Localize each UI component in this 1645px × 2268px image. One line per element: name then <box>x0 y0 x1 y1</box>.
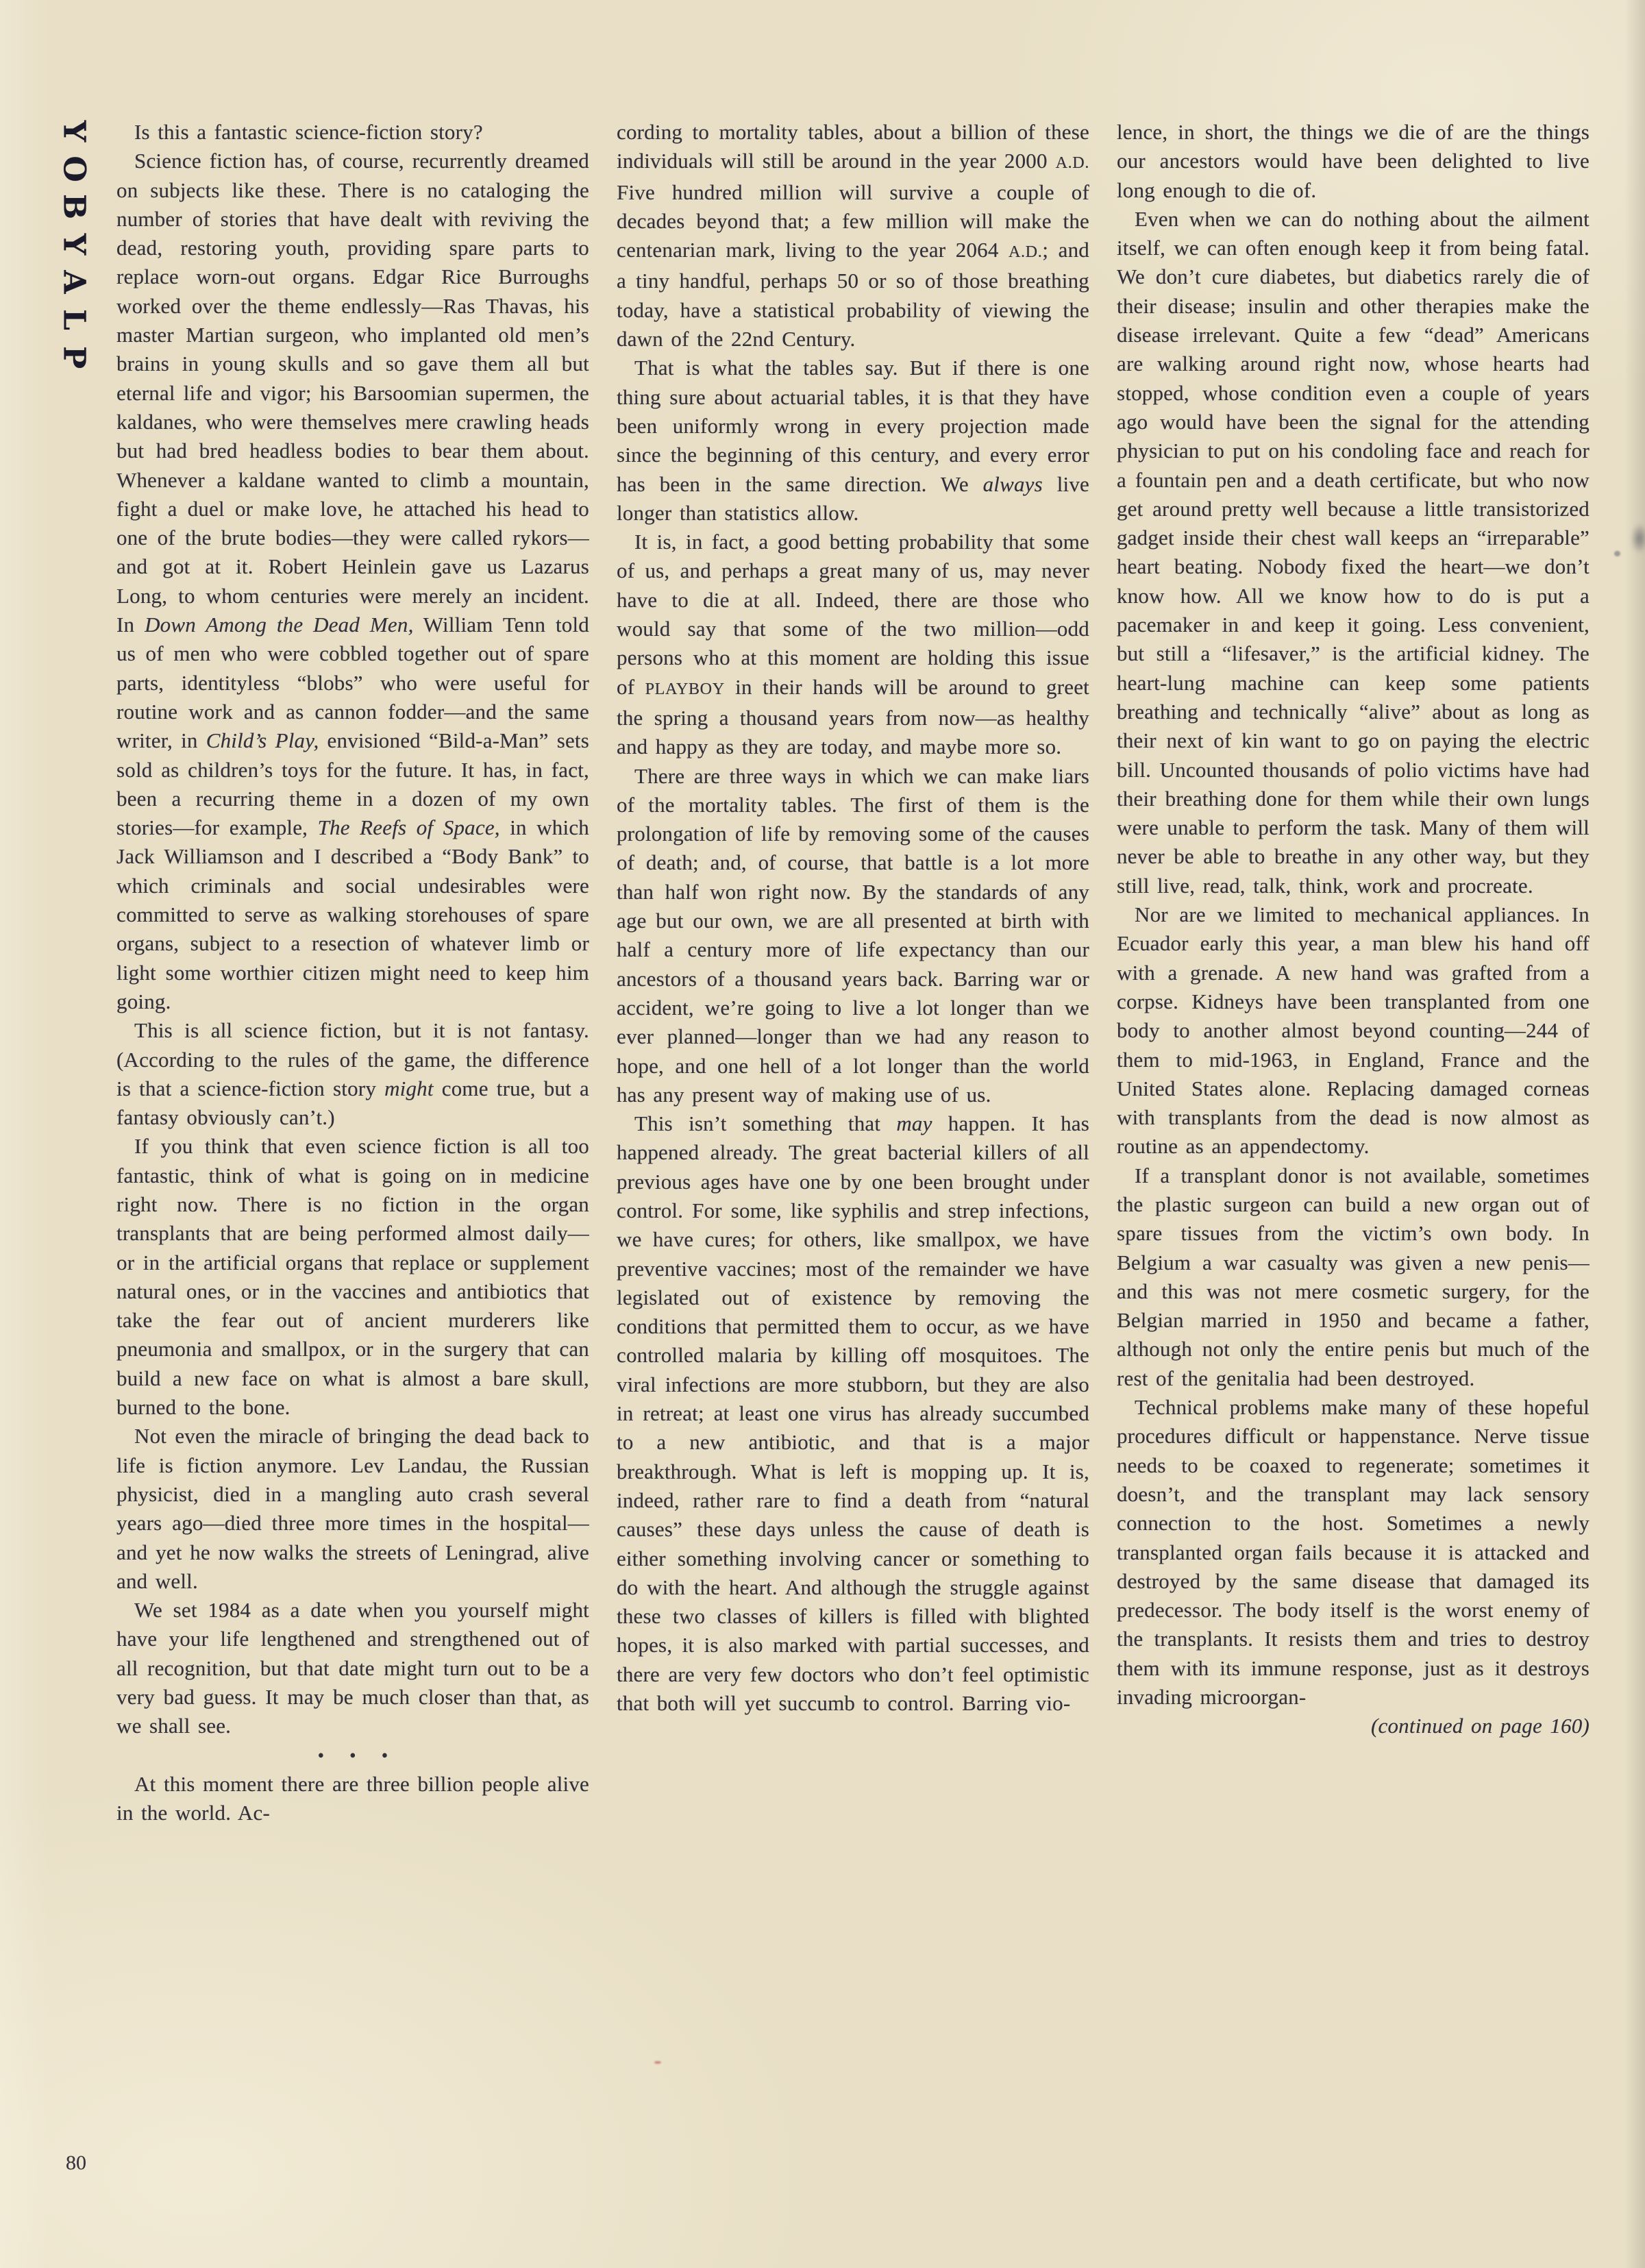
text-run: Technical problems make many of these hopeful procedures difficult or happenstance. Nerve tissue needs to be coaxed to regenerate; sometimes it doesn’t, and the transplant may lack sensory connection to the host. Sometimes a newly transplanted organ fails because it is attacked and destroyed by the same disease that damaged its predecessor. The body itself is the worst enemy of the transplants. It resists them and tries to destroy them with its immune response, just as it destroys invading microorgan- <box>1117 1395 1590 1710</box>
text-run: We set 1984 as a date when you yourself might have your life lengthened and strengthened out of all recognition, but that date might turn out to be a very bad guess. It may be much closer than that, as we shall see. <box>116 1598 589 1738</box>
text-run: ; and a tiny handful, perhaps 50 or so of those breathing today, have a statistical probability of viewing the dawn of the 22nd Century. <box>617 238 1089 352</box>
paragraph <box>1117 900 1590 1161</box>
text-run: Not even the miracle of bringing the dead back to life is fiction anymore. Lev Landau, the Russian physicist, died in a mangling auto crash several years ago—died three more times in the hospital—and yet he now walks the streets of Leningrad, alive and well. <box>116 1424 589 1593</box>
paragraph <box>617 762 1089 1110</box>
text-run: come true, but a fantasy obviously can’t.) <box>116 1076 589 1130</box>
masthead-letter: L <box>56 309 92 330</box>
text-run: A.D. <box>1008 243 1043 262</box>
text-run: Science fiction has, of course, recurrently dreamed on subjects like these. There is no cataloging the number of stories that have dealt with reviving the dead, restoring youth, providing spare parts to replace worn-out organs. Edgar Rice Burroughs worked over the theme endlessly—Ras Thavas, his master Martian surgeon, who implanted old men’s brains in young skulls and so gave them all but eternal life and vigor; his Barsoomian supermen, the kaldanes, who were themselves mere crawling heads but had bred headless bodies to bear them about. Whenever a kaldane wanted to climb a mountain, fight a duel or make love, he attached his head to one of the brute bodies—they were called rykors—and got at it. Robert Heinlein gave us Lazarus Long, to whom centuries were merely an incident. In <box>116 149 589 637</box>
text-run: (continued on page 160) <box>1371 1714 1590 1738</box>
paragraph <box>617 1109 1089 1718</box>
page-number: 80 <box>66 2152 86 2174</box>
text-run: Five hundred million will survive a couple of decades beyond that; a few million will make the centenarian mark, living to the year 2064 <box>617 180 1089 262</box>
paragraph <box>116 1016 589 1132</box>
page-edge-shadow <box>1624 0 1645 2268</box>
masthead-letter: Y <box>56 120 92 143</box>
text-run: This isn’t something that <box>634 1111 897 1136</box>
text-run: Down Among the Dead Men, <box>145 613 414 637</box>
paragraph <box>116 1596 589 1740</box>
masthead-letter: P <box>56 345 92 369</box>
text-run: Child’s Play, <box>206 728 319 753</box>
text-run: envisioned “Bild-a-Man” sets sold as children’s toys for the future. It has, in fact, been a recurring theme in a dozen of my own stories—for example, <box>116 728 590 840</box>
text-run: If you think that even science fiction is all too fantastic, think of what is going on in medicine right now. There is no fiction in the organ transplants that are being performed almost daily—or in the artificial organs that replace or supplement natural ones, or in the vaccines and antibiotics that take the fear out of ancient murderers like pneumonia and smallpox, or in the surgery that can build a new face on what is almost a bare skull, burned to the bone. <box>116 1134 589 1420</box>
text-run: William Tenn told us of men who were cobbled together out of spare parts, identityless “blobs” who were useful for routine work and as cannon fodder—and the same writer, in <box>116 613 589 753</box>
text-run: may <box>896 1111 932 1136</box>
text-run: cording to mortality tables, about a billion of these individuals will still be around in the year 2000 <box>617 120 1089 173</box>
playboy-masthead-vertical <box>55 112 93 376</box>
text-run: PLAYBOY <box>645 679 725 698</box>
text-run: At this moment there are three billion people alive in the world. Ac- <box>116 1771 589 1825</box>
paragraph <box>1117 118 1590 205</box>
paragraph <box>116 1770 589 1828</box>
article-column-2 <box>617 118 1089 1828</box>
paragraph <box>1117 1161 1590 1393</box>
paragraph <box>617 118 1089 354</box>
text-run: happen. It has happened already. The great bacterial killers of all previous ages have one by one been brought under control. For some, like syphilis and strep infections, we have cures; for others, like smallpox, we have preventive vaccines; most of the remainder we have legislated out of existence by removing the conditions that permitted them to occur, as we have controlled malaria by killing off mosquitoes. The viral infections are more stubborn, but they are also in retreat; at least one virus has already succumbed to a new antibiotic, and that is a major breakthrough. What is left is mopping up. It is, indeed, rather rare to find a death from “natural causes” these days unless the cause of death is either something involving cancer or something to do with the heart. And although the struggle against these two classes of killers is filled with blighted hopes, it is also marked with partial successes, and there are very few doctors who don’t feel optimistic that both will yet succumb to control. Barring vio- <box>617 1111 1089 1716</box>
paragraph <box>1117 1393 1590 1712</box>
text-run: lence, in short, the things we die of are the things our ancestors would have been delighted to live long enough to die of. <box>1117 120 1590 202</box>
text-run: in their hands will be around to greet the spring a thousand years from now—as healthy and happy as they are today, and maybe more so. <box>617 674 1089 759</box>
continued-note <box>1117 1712 1590 1740</box>
text-run: live longer than statistics allow. <box>617 471 1089 525</box>
text-run: might <box>384 1076 434 1100</box>
text-run: It is, in fact, a good betting probability that some of us, and perhaps a great many of us, may never have to die at all. Indeed, there are those who would say that some of the two million—odd persons who at this moment are holding this issue of <box>617 530 1089 699</box>
paragraph <box>116 118 589 147</box>
section-separator-dots: • • • <box>317 1745 388 1766</box>
paragraph <box>1117 205 1590 900</box>
paragraph <box>617 528 1089 761</box>
text-run: in which Jack Williamson and I described a “Body Bank” to which criminals and social undesirables were committed to serve as walking storehouses of spare organs, subject to a resection of whatever limb or light some worthier citizen might need to keep him going. <box>116 815 589 1013</box>
text-run: always <box>982 471 1043 496</box>
text-run: That is what the tables say. But if there is one thing sure about actuarial tables, it is that they have been uniformly wrong in every projection made since the beginning of this century, and every error has been in the same direction. We <box>617 356 1089 496</box>
paragraph <box>116 1422 589 1596</box>
text-run: The Reefs of Space, <box>317 815 500 840</box>
masthead-letter: A <box>56 270 92 294</box>
masthead-letter: B <box>56 193 92 220</box>
text-run: If a transplant donor is not available, sometimes the plastic surgeon can build a new organ out of spare tissues from the victim’s own body. In Belgium a war casualty was given a new penis—and this was not mere cosmetic surgery, for the Belgian married in 1950 and became a father, although not only the entire penis but much of the rest of the genitalia had been destroyed. <box>1117 1163 1590 1390</box>
paragraph <box>116 1132 589 1422</box>
text-run: Even when we can do nothing about the ailment itself, we can often enough keep it from being fatal. We don’t cure diabetes, but diabetics rarely die of their disease; insulin and other therapies make the disease irrelevant. Quite a few “dead” Americans are walking around right now, whose hearts had stopped, whose condition even a couple of years ago would have been the signal for the attending physician to put on his condoling face and reach for a fountain pen and a death certificate, but who now get around pretty well because a little transistorized gadget inside their chest wall keeps an “irreparable” heart beating. Nobody fixed the heart—we don’t know how. All we know how to do is put a pacemaker in and keep it going. Less convenient, but still a “lifesaver,” is the artificial kidney. The heart-lung machine can keep some patients breathing and technically “alive” about as long as their next of kin want to go on paying the electric bill. Uncounted thousands of polio victims have had their breathing done for them while their own lungs were unable to perform the task. Many of them will never be able to breathe in any other way, but they still live, read, talk, think, work and procreate. <box>1117 206 1590 898</box>
paragraph <box>116 147 589 1016</box>
masthead-letter: Y <box>56 233 92 256</box>
article-columns <box>116 118 1590 1828</box>
text-run: Is this a fantastic science-fiction story? <box>134 120 483 144</box>
masthead-letter: O <box>56 156 92 182</box>
ink-dot-artifact <box>1614 551 1620 556</box>
paragraph <box>617 354 1089 528</box>
text-run: This is all science fiction, but it is not fantasy. (According to the rules of the game, the difference is that a science-fiction story <box>116 1018 589 1100</box>
text-run: Nor are we limited to mechanical appliances. In Ecuador early this year, a man blew his hand off with a grenade. A new hand was grafted from a corpse. Kidneys have been transplanted from one body to another almost beyond counting—244 of them to mid-1963, in England, France and the United States alone. Replacing damaged corneas with transplants from the dead is now almost as routine as an appendectomy. <box>1117 902 1590 1159</box>
text-run: A.D. <box>1055 153 1089 173</box>
scan-speck-artifact <box>654 2061 661 2064</box>
article-column-1 <box>116 118 589 1828</box>
article-column-3 <box>1117 118 1590 1828</box>
text-run: There are three ways in which we can make liars of the mortality tables. The first of them is the prolongation of life by removing some of the causes of death; and, of course, that battle is a lot more than half won right now. By the standards of any age but our own, we are all presented at birth with half a century more of life expectancy than our ancestors of a thousand years back. Barring war or accident, we’re going to live a lot longer than we ever planned—longer than we had any reason to hope, and one hell of a lot longer than the world has any present way of making use of us. <box>617 763 1089 1107</box>
